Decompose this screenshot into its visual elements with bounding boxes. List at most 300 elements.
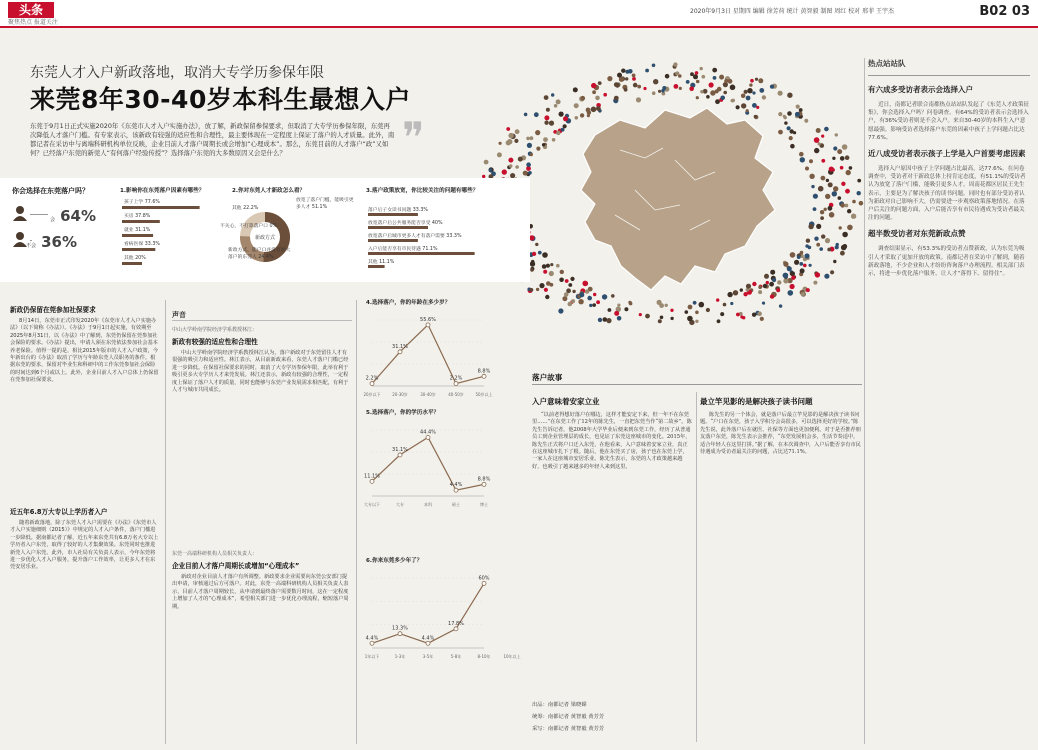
- crowd-person: [549, 271, 554, 276]
- crowd-person: [587, 296, 592, 301]
- crowd-person: [818, 142, 821, 145]
- crowd-person: [709, 82, 714, 87]
- crowd-person: [788, 290, 794, 296]
- crowd-person: [754, 115, 757, 118]
- crowd-person: [752, 313, 756, 317]
- q3-bar: [368, 265, 385, 268]
- crowd-person: [749, 83, 752, 86]
- crowd-person: [763, 284, 767, 288]
- crowd-person: [559, 278, 564, 283]
- crowd-person: [797, 255, 801, 259]
- q3-option: 落户后子女读书问题 33.3%: [368, 208, 428, 213]
- data-label: 4.4%: [449, 482, 463, 489]
- crowd-person: [563, 124, 567, 128]
- middle-body-2: 新政对企业目前人才落户有所调整。新政要求企业需要向东莞公安部门提出申请，审核通过后方可落户。对此，东莞一高端科研机构人员相关负责人表示，目前人才落户周期较长，从申请到最终落户需要数月时间，这在一定程度上增加了人才的“心理成本”，希望相关部门进一步优化办理流程，缩短落户周期。: [172, 574, 349, 610]
- crowd-person: [736, 313, 740, 317]
- crowd-person: [706, 95, 710, 99]
- crowd-person: [825, 194, 830, 199]
- crowd-person: [606, 318, 611, 323]
- crowd-person: [849, 166, 853, 170]
- crowd-person: [827, 248, 831, 252]
- crowd-person: [526, 137, 530, 141]
- crowd-person: [696, 96, 699, 99]
- q3-title: 3.落户政策放宽，你比较关注的问题有哪些？: [366, 188, 479, 194]
- credit-coordinator: 统筹：南都记者 黄智毅 黄芳芳: [532, 714, 605, 720]
- credit-reporter: 采写：南都记者 黄智毅 黄芳芳: [532, 726, 605, 732]
- crowd-person: [777, 280, 781, 284]
- sidebar-body-1: 近日，南都记者联合南都热点站站队发起了《东莞人才政策征集》，你会选择入户吗？问卷调查。有64%的受访者表示会选择入户，有36%受访者则是不会入户。来自30-40岁的本科生入户意愿最强。影响受访者选择落户东莞的因素中孩子上学问题占比达77.6%。: [868, 102, 1030, 141]
- tick-label: 硕士: [452, 502, 460, 507]
- sidebar-body-3: 调查结果显示，有53.3%的受访者点赞新政，认为东莞为吸引人才采取了更加开放的政策。南都记者在采访中了解到，随着新政落地，不少企业和人才纷纷咨询落户办理流程。相关部门表示，将进一步优化落户服务，让人才“落得下、留得住”。: [868, 246, 1025, 278]
- data-point: [370, 479, 374, 483]
- tick-label: 5-8年: [450, 654, 462, 659]
- crowd-person: [542, 143, 545, 146]
- crowd-person: [670, 317, 673, 320]
- no-stat: [26, 232, 77, 251]
- data-label: 31.1%: [392, 343, 408, 350]
- crowd-person: [632, 77, 636, 81]
- crowd-person: [719, 75, 724, 80]
- data-point: [398, 350, 402, 354]
- crowd-person: [603, 93, 607, 97]
- crowd-person: [824, 127, 829, 132]
- crowd-person: [819, 247, 823, 251]
- crowd-person: [515, 129, 520, 134]
- tick-label: 8-10年: [477, 654, 491, 659]
- crowd-person: [859, 201, 864, 206]
- crowd-person: [752, 282, 756, 286]
- crowd-person: [770, 294, 774, 298]
- crowd-person: [563, 116, 568, 121]
- crowd-person: [799, 262, 803, 266]
- crowd-person: [789, 136, 793, 140]
- crowd-person: [535, 130, 540, 135]
- data-label: 4.4%: [365, 635, 379, 642]
- crowd-person: [813, 207, 817, 211]
- data-point: [398, 632, 402, 636]
- crowd-person: [658, 319, 662, 323]
- crowd-person: [639, 313, 642, 316]
- crowd-person: [750, 79, 754, 83]
- crowd-person: [602, 294, 607, 299]
- credit-producer: 出品：南都记者 梁晓嫦: [532, 702, 587, 708]
- crowd-person: [832, 157, 835, 160]
- crowd-person: [530, 268, 534, 272]
- crowd-person: [815, 272, 820, 277]
- crowd-person: [818, 186, 824, 192]
- crowd-person: [693, 301, 697, 305]
- crowd-person: [808, 246, 812, 250]
- crowd-person: [723, 91, 727, 95]
- crowd-person: [838, 196, 842, 200]
- no-percent: 36%: [41, 233, 78, 251]
- crowd-person: [614, 311, 619, 316]
- issue-meta: 2020年9月3日 星期四 编辑 徐芳荷 统计 黄智毅 制图 周红 校对 邢菲 王宇杰: [690, 8, 894, 15]
- crowd-person: [665, 304, 668, 307]
- data-point: [370, 641, 374, 645]
- crowd-person: [847, 225, 853, 231]
- crowd-person: [570, 277, 574, 281]
- crowd-person: [806, 239, 810, 243]
- crowd-person: [851, 214, 856, 219]
- crowd-person: [829, 212, 835, 218]
- crowd-person: [582, 281, 588, 287]
- crowd-person: [611, 294, 615, 298]
- crowd-person: [800, 254, 804, 258]
- crowd-person: [562, 296, 567, 301]
- crowd-person: [509, 164, 513, 168]
- crowd-person: [720, 312, 724, 316]
- crowd-person: [724, 79, 728, 83]
- crowd-person: [800, 251, 804, 255]
- tick-label: 本科: [424, 502, 432, 507]
- crowd-person: [534, 112, 539, 117]
- crowd-person: [518, 157, 523, 162]
- crowd-person: [536, 288, 539, 291]
- crowd-person: [693, 74, 698, 79]
- crowd-person: [657, 300, 662, 305]
- q2-option: 其他 22.2%: [232, 206, 259, 211]
- data-label: 8.8%: [477, 368, 491, 375]
- crowd-person: [625, 77, 628, 80]
- crowd-person: [787, 93, 792, 98]
- data-label: 17.8%: [448, 620, 464, 627]
- q3-bar: [368, 252, 475, 255]
- survey-question: 你会选择在东莞落户吗？: [12, 187, 89, 195]
- crowd-person: [544, 121, 548, 125]
- data-point: [426, 323, 430, 327]
- column-divider: [356, 300, 357, 744]
- crowd-person: [617, 316, 622, 321]
- tick-label: 大专: [396, 502, 404, 507]
- crowd-person: [760, 317, 764, 321]
- data-label: 8.8%: [477, 476, 491, 483]
- crowd-person: [527, 143, 532, 148]
- column-divider: [165, 300, 166, 744]
- page-number: B02 03: [979, 4, 1030, 19]
- q1-bar: [122, 262, 142, 265]
- crowd-person: [673, 62, 677, 66]
- middle-subhead-2: 企业目前人才落户周期长或增加“心理成本”: [172, 562, 300, 570]
- crowd-person: [842, 244, 847, 249]
- crowd-person: [645, 314, 650, 319]
- left-subhead-1: 新政仍保留在莞参加社保要求: [10, 306, 96, 314]
- tick-label: 50岁以上: [475, 392, 493, 397]
- crowd-person: [845, 189, 850, 194]
- q3-option: 入户后能否享有市民待遇 71.1%: [368, 247, 438, 252]
- sidebar-body-2: 选择入户原因中孩子上学问题占比最高，达77.6%。在问卷调查中，受访者对于新政总体上持肯定态度，有51.1%的受访者认为放宽了落户门槛，能吸引更多人才。周南花都区居民王先生表示，主要是为了解决孩子的读书问题。同时也有部分受访者认为新政对自己影响不大，仍需要进一步观察政策落地情况。在落户后关注的问题方面，入户后能否享有市民待遇成为受访者最关注的问题。: [868, 166, 1026, 222]
- crowd-person: [497, 152, 502, 157]
- crowd-person: [836, 243, 839, 246]
- sidebar: [868, 58, 1030, 746]
- crowd-person: [747, 88, 752, 93]
- crowd-person: [840, 203, 845, 208]
- crowd-person: [687, 316, 693, 322]
- q3-bar: [368, 239, 418, 242]
- crowd-person: [840, 156, 845, 161]
- crowd-person: [790, 252, 796, 258]
- crowd-person: [857, 179, 861, 183]
- crowd-person: [524, 113, 528, 117]
- tick-label: 博士: [480, 502, 488, 507]
- crowd-person: [591, 83, 596, 88]
- q3-option: 其他 11.1%: [368, 260, 395, 265]
- q3-option: 放宽落户后城市更多人才有落户需要 33.3%: [368, 234, 462, 239]
- data-label: 44.4%: [420, 429, 436, 436]
- crowd-person: [546, 264, 550, 268]
- crowd-person: [484, 160, 489, 165]
- data-point: [426, 435, 430, 439]
- crowd-person: [809, 174, 814, 179]
- crowd-person: [816, 224, 821, 229]
- crowd-person: [508, 158, 513, 163]
- crowd-person: [615, 83, 620, 88]
- crowd-person: [825, 238, 830, 243]
- crowd-person: [829, 167, 834, 172]
- tick-label: 20-30岁: [392, 392, 408, 397]
- middle-body-1: 中山大学岭南学院经济学系教授林江认为，落户新政对于东莞留住人才有很强的吸引力和适应性。林江表示，从目前新政来看，东莞人才落户门槛已经进一步降低。在保留社保要求的同时，取消了大专学历参保年限，此举有利于吸引更多大专学历人才来莞发展。林江还表示，新政有较强的合理性，一定程度上保证了落户人才的质量，同时也能够与东莞产业发展需求相匹配，有利于人才与城市共同成长。: [172, 350, 349, 394]
- q2-option: 新政方式，能户口并没有加大落户的东莞人 24.4%: [228, 248, 291, 260]
- edu-line-chart: [362, 418, 492, 510]
- crowd-person: [565, 279, 569, 283]
- crowd-person: [592, 303, 596, 307]
- crowd-person: [723, 303, 727, 307]
- crowd-person: [686, 80, 690, 84]
- crowd-person: [571, 299, 575, 303]
- crowd-person: [801, 292, 805, 296]
- crowd-person: [826, 179, 829, 182]
- crowd-person: [833, 186, 838, 191]
- crowd-person: [552, 138, 556, 142]
- crowd-person: [706, 308, 710, 312]
- person-icon: [12, 205, 28, 221]
- crowd-person: [816, 128, 821, 133]
- crowd-person: [839, 226, 842, 229]
- data-label: 60%: [478, 575, 490, 582]
- quote-mark-icon: ❞: [402, 113, 425, 162]
- sidebar-title-3: 超半数受访者对东莞新政点赞: [868, 229, 966, 239]
- crowd-person: [637, 85, 641, 89]
- map-shape: [581, 108, 775, 290]
- no-label: 不会: [26, 243, 37, 249]
- crowd-person: [821, 176, 826, 181]
- crowd-person: [489, 168, 493, 172]
- crowd-person: [528, 171, 532, 175]
- data-point: [454, 627, 458, 631]
- crowd-person: [688, 305, 693, 310]
- crowd-person: [816, 243, 820, 247]
- data-point: [426, 641, 430, 645]
- crowd-person: [796, 105, 800, 109]
- crowd-person: [652, 64, 656, 68]
- left-subhead-2: 近五年6.8万大专以上学历者入户: [10, 508, 108, 516]
- crowd-person: [762, 302, 765, 305]
- crowd-person: [795, 112, 800, 117]
- crowd-person: [811, 185, 814, 188]
- crowd-person: [842, 232, 848, 238]
- crowd-person: [575, 116, 579, 120]
- crowd-person: [846, 170, 851, 175]
- crowd-person: [857, 191, 861, 195]
- crowd-person: [499, 142, 502, 145]
- crowd-person: [845, 155, 850, 160]
- tick-label: 10年以上: [503, 654, 521, 659]
- crowd-person: [572, 290, 575, 293]
- section-rule: [172, 320, 352, 321]
- crowd-person: [526, 162, 531, 167]
- crowd-person: [784, 116, 787, 119]
- crowd-person: [539, 283, 544, 288]
- crowd-person: [643, 87, 646, 90]
- article-kicker: 东莞人才入户新政落地，取消大专学历参保年限: [30, 65, 324, 81]
- crowd-person: [833, 260, 836, 263]
- crowd-person: [598, 318, 602, 322]
- crowd-person: [596, 300, 600, 304]
- crowd-person: [564, 292, 569, 297]
- leader-line: [30, 214, 48, 215]
- data-label: 13.3%: [392, 625, 408, 632]
- crowd-person: [515, 165, 519, 169]
- crowd-person: [830, 270, 834, 274]
- crowd-person: [542, 252, 548, 258]
- crowd-person: [800, 268, 805, 273]
- crowd-person: [670, 309, 673, 312]
- voices-label: 声音: [172, 311, 186, 319]
- crowd-person: [790, 284, 795, 289]
- crowd-person: [514, 139, 518, 143]
- crowd-person: [603, 317, 608, 322]
- crowd-person: [636, 97, 641, 102]
- crowd-person: [713, 76, 717, 80]
- data-point: [398, 453, 402, 457]
- crowd-person: [700, 90, 703, 93]
- data-point: [454, 488, 458, 492]
- crowd-person: [545, 295, 549, 299]
- data-point: [454, 382, 458, 386]
- series-line: [372, 437, 484, 490]
- crowd-person: [543, 270, 547, 274]
- crowd-person: [770, 85, 774, 89]
- crowd-person: [746, 284, 751, 289]
- crowd-person: [624, 88, 628, 92]
- crowd-person: [758, 285, 762, 289]
- crowd-person: [824, 274, 829, 279]
- crowd-person: [617, 304, 620, 307]
- story-body-2: 陈先生的另一个体会，就是落户后最立竿见影的是解决孩子读书问题。“户口在东莞，孩子入学积分会高很多，可以选择更好的学校。”陈先生说，此外落户后在就医、社保等方面也更加便利。对于是否推荐朋友落户东莞，陈先生表示会推荐，“东莞发展机会多，生活节奏适中，适合年轻人在这里打拼。”据了解，在本次调查中，入户后能否享有市民待遇成为受访者最关注的问题，占比达71.1%。: [700, 412, 861, 456]
- crowd-person: [730, 302, 733, 305]
- crowd-person: [821, 234, 825, 238]
- q1-bar: [122, 234, 153, 237]
- crowd-person: [832, 191, 837, 196]
- crowd-person: [787, 111, 792, 116]
- yes-percent: 64%: [60, 207, 97, 225]
- middle-subhead-1: 新政有较强的适应性和合理性: [172, 338, 258, 346]
- crowd-person: [581, 96, 586, 101]
- crowd-person: [595, 96, 600, 101]
- crowd-person: [837, 149, 842, 154]
- crowd-person: [546, 108, 550, 112]
- expert-byline: 中山大学岭南学院经济学系教授林江：: [172, 327, 258, 333]
- crowd-person: [559, 112, 564, 117]
- crowd-person: [744, 90, 748, 94]
- crowd-person: [720, 96, 725, 101]
- data-label: 2.2%: [449, 375, 463, 382]
- q1-option: 看病医保 33.3%: [124, 242, 160, 247]
- crowd-person: [700, 67, 703, 70]
- crowd-person: [530, 288, 534, 292]
- crowd-person: [556, 131, 560, 135]
- section-rule: [868, 75, 1030, 76]
- crowd-person: [794, 260, 799, 265]
- crowd-person: [779, 304, 782, 307]
- section-rule: [532, 384, 862, 385]
- crowd-person: [535, 243, 538, 246]
- crowd-person: [755, 78, 758, 81]
- story-section-title: 落户故事: [532, 373, 563, 382]
- q3-bar-chart: [366, 206, 526, 280]
- crowd-person: [736, 105, 740, 109]
- crowd-person: [717, 87, 722, 92]
- crowd-person: [824, 208, 827, 211]
- crowd-person: [633, 83, 638, 88]
- crowd-person: [502, 169, 507, 174]
- tick-label: 3-5年: [422, 654, 434, 659]
- crowd-person: [840, 166, 844, 170]
- q1-option: 孩子上学 77.6%: [124, 200, 160, 205]
- crowd-person: [653, 79, 658, 84]
- left-body-1: 8月14日，东莞市正式印发2020年《东莞市人才入户实施办法》（以下简称《办法》）。《办法》于9月1日起实施，有效期至2025年8月31日，以《办法》中了解到，东莞仍保留在莞参加社会保险的要求。《办法》提出，申请人须在东莞依法参加社会基本养老保险。值得一提的是，相比2015年版市的人才入户政策，今年新出台的《办法》取消了学历与年龄东莞人员职务的条件。根据东莞的要求，保留对毕业生和科研中的工作东莞参加社会保险的时间达到6个月或以上。此外，企业目前人才入户总体上仍保留在莞参加社保要求。: [10, 318, 159, 384]
- crowd-person: [764, 274, 769, 279]
- data-point: [370, 382, 374, 386]
- crowd-person: [769, 282, 774, 287]
- crowd-person: [778, 91, 783, 96]
- q1-bar: [122, 220, 160, 223]
- masthead-bar: [0, 0, 1038, 28]
- age-line-chart: [362, 308, 492, 400]
- crowd-person: [506, 127, 510, 131]
- crowd-person: [820, 216, 824, 220]
- crowd-person: [551, 93, 554, 96]
- crowd-person: [728, 79, 733, 84]
- crowd-person: [741, 103, 746, 108]
- crowd-person: [799, 108, 803, 112]
- crowd-person: [821, 159, 825, 163]
- crowd-person: [766, 281, 769, 284]
- crowd-person: [546, 281, 551, 286]
- crowd-person: [776, 288, 780, 292]
- crowd-person: [828, 182, 833, 187]
- crowd-person: [675, 71, 679, 75]
- crowd-person: [752, 91, 755, 94]
- crowd-person: [536, 147, 540, 151]
- crowd-person: [589, 304, 592, 307]
- crowd-person: [579, 292, 584, 297]
- story-body-1: “以前老得想好落户在哪边，这样才能安定下来，但一年不在东莞里……”在东莞工作了12年的陈先生，一直把东莞当作“第二故乡”。陈先生告诉记者，他2008年大学毕业后便来到东莞工作，经历了从普通员工到企业管理层的成长，也见证了东莞这座城市的变化。2015年，陈先生正式将户口迁入东莞，在他看来，入户意味着安家立业，真正在这座城市扎下了根。随后，他在东莞买了房，孩子也在东莞上学，一家人在这座城市安居乐业。陈先生表示，东莞的人才政策越来越好，也吸引了越来越多的年轻人来到这里。: [532, 412, 692, 470]
- crowd-person: [809, 264, 812, 267]
- section-name: 头条: [8, 2, 54, 18]
- crowd-person: [506, 140, 511, 145]
- crowd-person: [532, 252, 536, 256]
- crowd-person: [757, 311, 762, 316]
- q2-option: 不关心，不打算落户口 0%: [220, 224, 278, 229]
- crowd-person: [624, 307, 628, 311]
- crowd-person: [727, 292, 732, 297]
- donut-center-label: 新政方式: [254, 235, 276, 241]
- crowd-person: [574, 103, 579, 108]
- crowd-person: [730, 85, 736, 91]
- crowd-person: [804, 119, 808, 123]
- crowd-person: [596, 106, 601, 111]
